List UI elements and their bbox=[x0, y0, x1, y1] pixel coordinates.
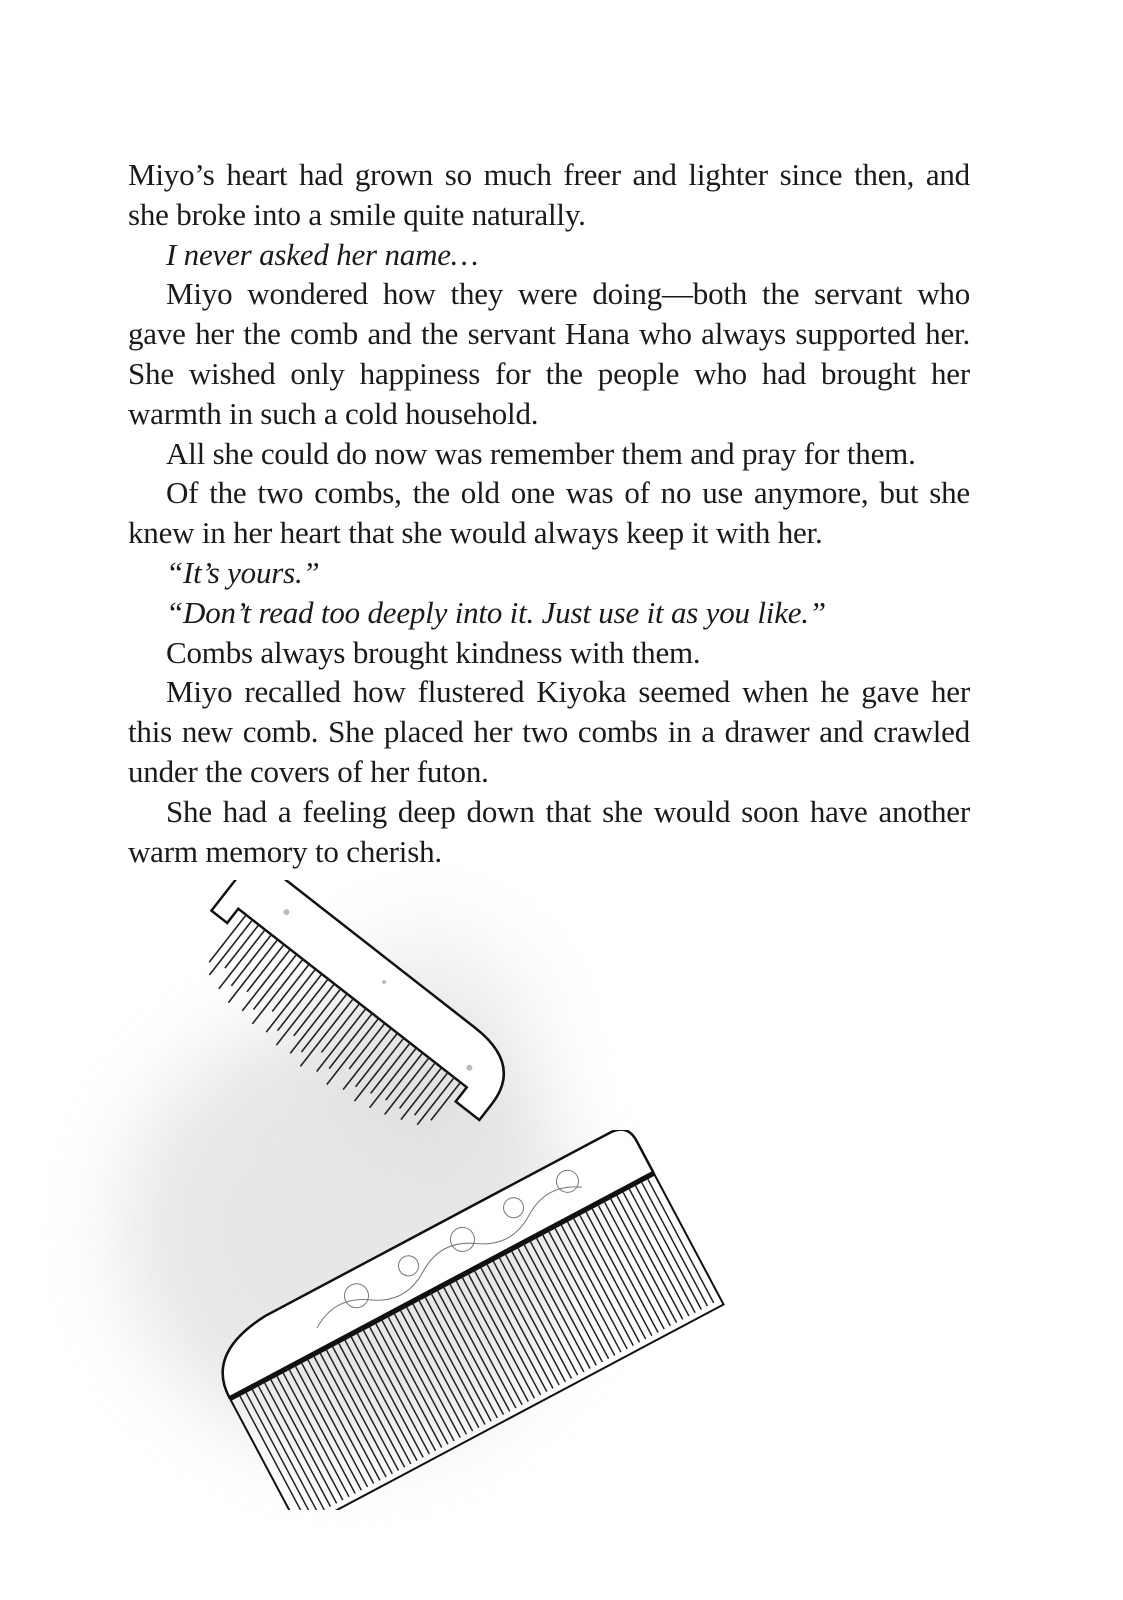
paragraph-quote: “It’s yours.” bbox=[166, 554, 320, 590]
paragraph: All she could do now was remember them and pray for them. bbox=[166, 435, 916, 471]
paragraph: Miyo wondered how they were doing—both the servant who gave her the comb and the servant Hana who always supported her. She wished only happiness for the people who had brought her warmth in such a cold household. bbox=[128, 276, 970, 431]
body-text bbox=[128, 155, 970, 871]
paragraph: She had a feeling deep down that she would soon have another warm memory to cherish. bbox=[128, 793, 970, 869]
paragraph-quote: “Don’t read too deeply into it. Just use it as you like.” bbox=[166, 594, 826, 630]
paragraph: Of the two combs, the old one was of no use anymore, but she knew in her heart that she would always keep it with her. bbox=[128, 475, 970, 551]
paragraph-thought: I never asked her name… bbox=[166, 236, 479, 272]
new-comb-icon bbox=[180, 1130, 740, 1510]
paragraph: Miyo’s heart had grown so much freer and lighter since then, and she broke into a smile quite naturally. bbox=[128, 157, 970, 232]
paragraph: Miyo recalled how flustered Kiyoka seemed when he gave her this new comb. She placed her two combs in a drawer and crawled under the covers of her futon. bbox=[128, 674, 970, 789]
combs-illustration bbox=[100, 870, 740, 1510]
paragraph: Combs always brought kindness with them. bbox=[166, 634, 701, 670]
